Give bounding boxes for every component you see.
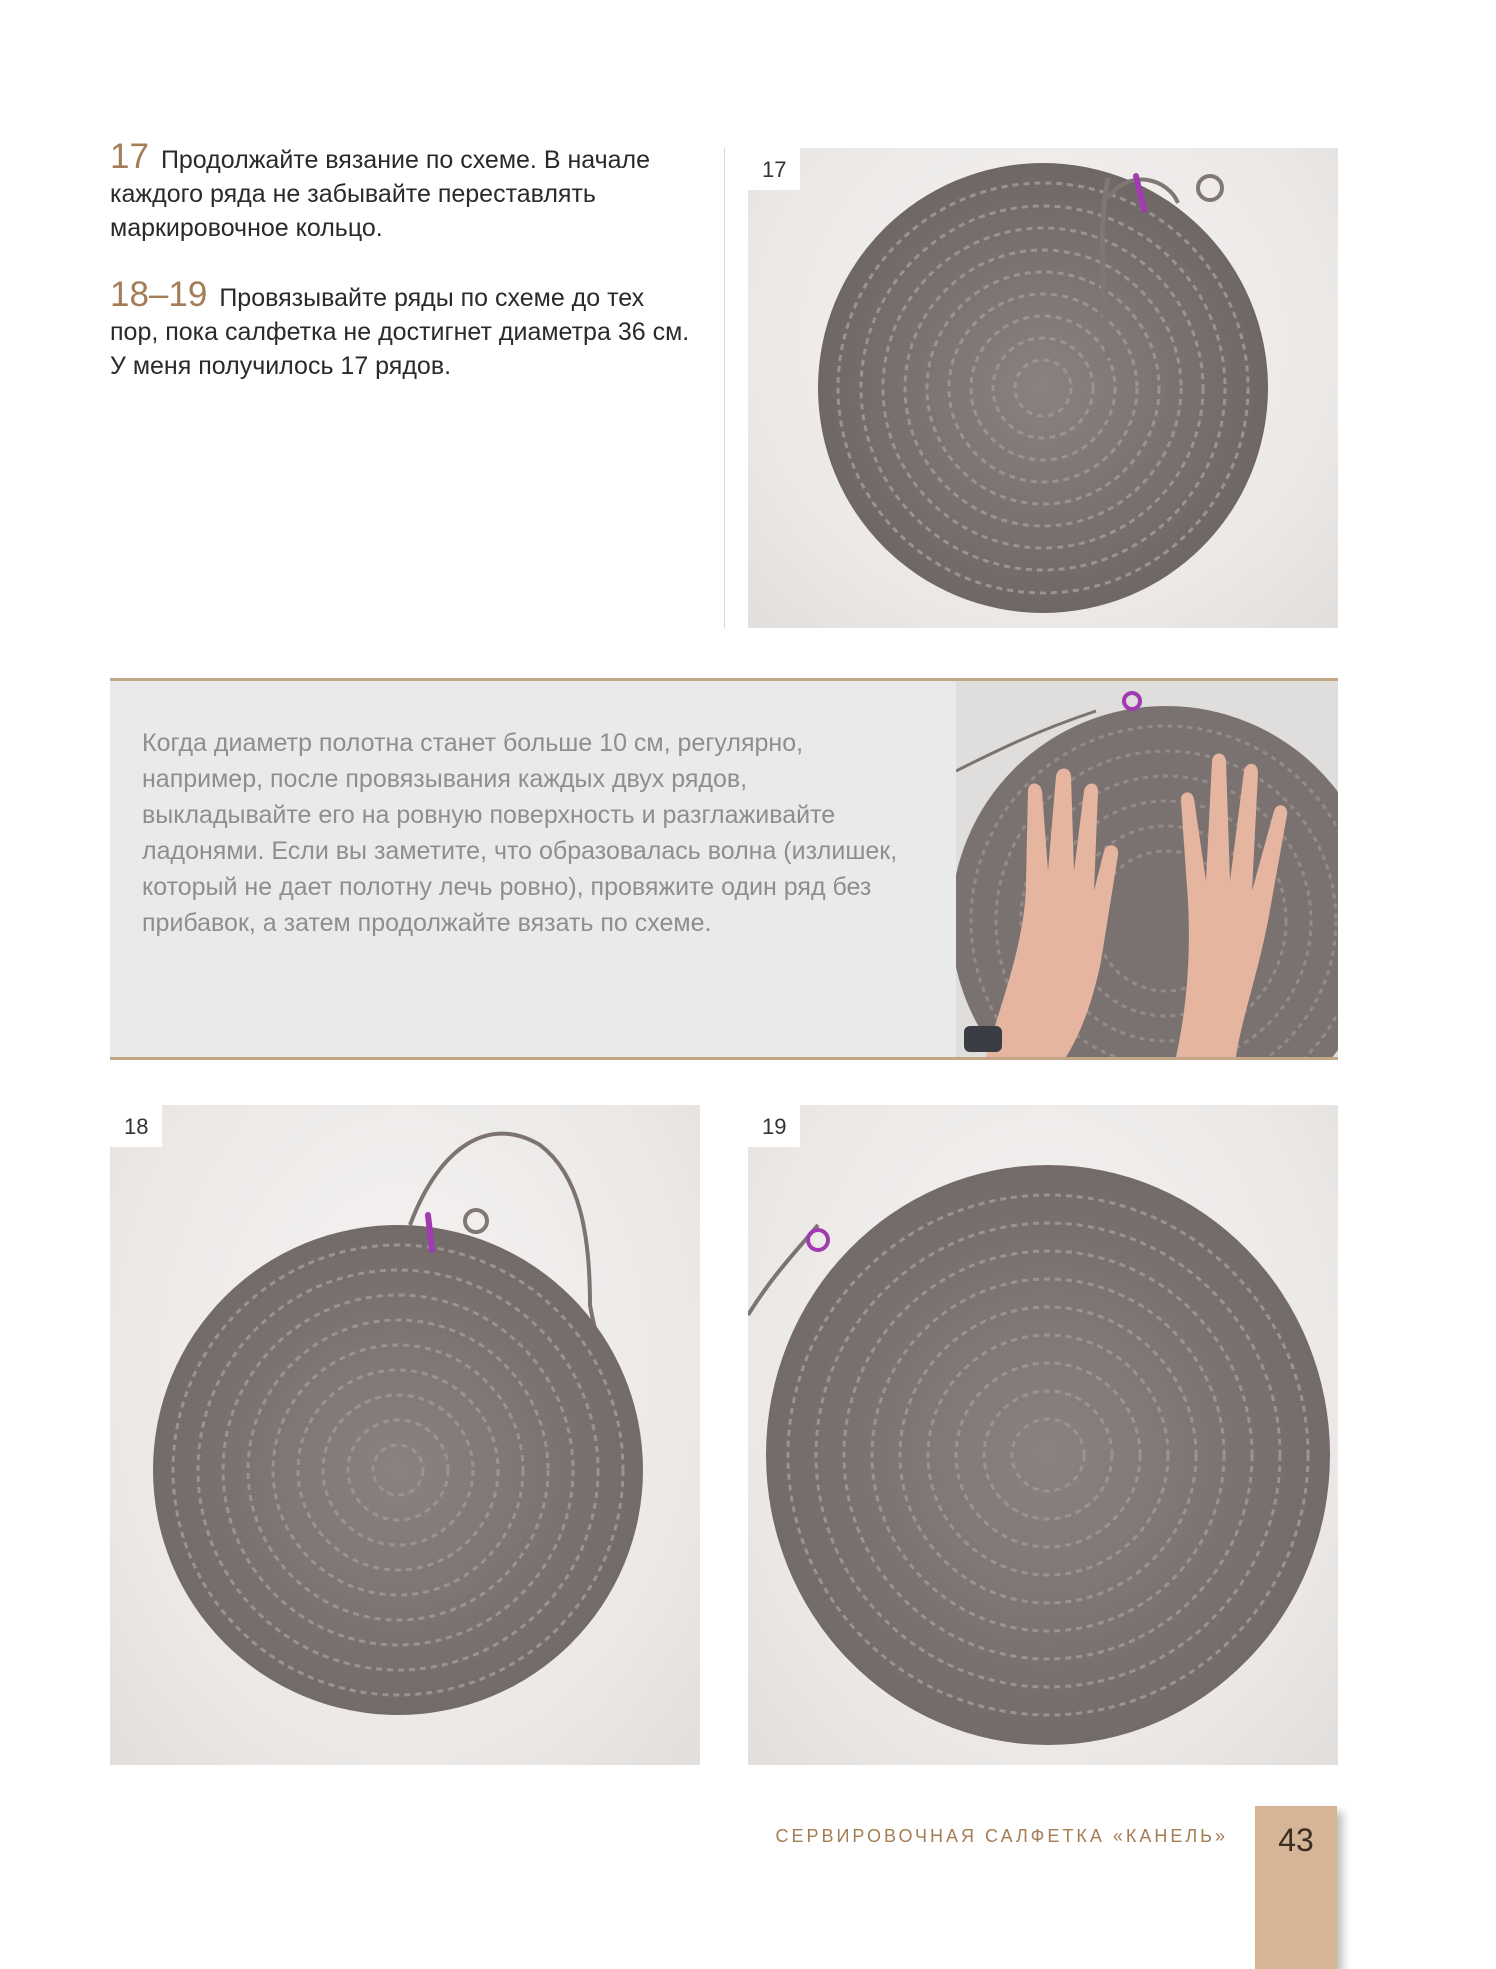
hands-smoothing-illustration: [956, 681, 1338, 1057]
running-footer-title: СЕРВИРОВОЧНАЯ САЛФЕТКА «КАНЕЛЬ»: [775, 1826, 1228, 1846]
step-18-19-number: 18–19: [110, 275, 208, 314]
column-divider: [724, 148, 725, 628]
photo-label-18: 18: [110, 1105, 162, 1147]
crochet-circle-illustration-17: [748, 148, 1338, 628]
crochet-circle-illustration-18: [110, 1105, 700, 1765]
step-17-text: Продолжайте вязание по схеме. В начале каждого ряда не забывайте переставлять маркировочное кольцо.: [110, 146, 651, 242]
tip-text: Когда диаметр полотна станет больше 10 см, регулярно, например, после провязывания каждых двух рядов, выкладывайте его на ровную поверхность и разглаживайте ладонями. Если вы заметите, что образовалась волна (излишек, который не дает полотну лечь ровно), провяжите один ряд без прибавок, а затем продолжайте вязать по схеме.: [142, 729, 898, 937]
step-18-19-paragraph: [110, 275, 690, 383]
page-number-tab: [1255, 1806, 1337, 1969]
step-17-paragraph: [110, 137, 690, 245]
step-17-number: 17: [110, 137, 149, 176]
photo-step-17: [748, 148, 1338, 628]
tip-box: [110, 678, 1338, 1060]
photo-step-19: [748, 1105, 1338, 1765]
photo-step-18: [110, 1105, 700, 1765]
photo-label-17: 17: [748, 148, 800, 190]
crochet-circle-illustration-19: [748, 1105, 1338, 1765]
step-18-19-text: Провязывайте ряды по схеме до тех пор, пока салфетка не достигнет диаметра 36 см. У меня получилось 17 рядов.: [110, 284, 690, 380]
photo-label-19: 19: [748, 1105, 800, 1147]
tip-photo-hands: [956, 681, 1338, 1057]
page-number: 43: [1278, 1822, 1314, 1858]
